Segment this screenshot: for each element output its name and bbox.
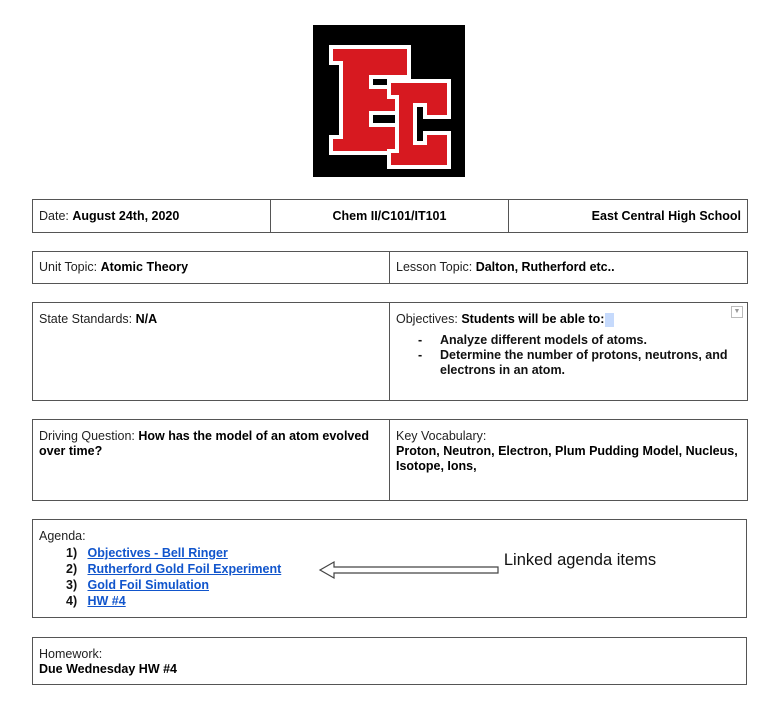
topics-table bbox=[32, 251, 748, 284]
homework-value: Due Wednesday HW #4 bbox=[39, 662, 178, 676]
agenda-item-number: 2) bbox=[66, 562, 78, 576]
vocabulary-value: Proton, Neutron, Electron, Plum Pudding Model, Nucleus, Isotope, Ions, bbox=[396, 444, 738, 473]
course-cell bbox=[271, 200, 509, 233]
lesson-topic-label: Lesson Topic: bbox=[396, 260, 476, 274]
unit-topic-value: Atomic Theory bbox=[100, 260, 189, 274]
agenda-link-rutherford[interactable]: Rutherford Gold Foil Experiment bbox=[87, 562, 282, 576]
date-cell bbox=[33, 200, 271, 233]
text-cursor-selection bbox=[605, 313, 614, 327]
homework-table bbox=[32, 637, 747, 685]
left-arrow-icon bbox=[318, 560, 500, 580]
standards-cell bbox=[33, 303, 390, 401]
unit-topic-cell bbox=[33, 252, 390, 284]
agenda-item-number: 4) bbox=[66, 594, 78, 608]
objectives-label: Objectives: bbox=[396, 312, 462, 326]
school-cell bbox=[509, 200, 748, 233]
objectives-intro: Students will be able to: bbox=[461, 312, 605, 326]
course-code: Chem II/C101/IT101 bbox=[332, 208, 447, 223]
agenda-label: Agenda: bbox=[39, 529, 86, 543]
annotation-note: Linked agenda items bbox=[503, 551, 657, 569]
agenda-item bbox=[66, 593, 740, 609]
agenda-link-objectives[interactable]: Objectives - Bell Ringer bbox=[87, 546, 228, 560]
agenda-item-number: 1) bbox=[66, 546, 78, 560]
school-name: East Central High School bbox=[591, 208, 741, 223]
school-logo bbox=[313, 25, 465, 177]
unit-topic-label: Unit Topic: bbox=[39, 260, 101, 274]
question-table bbox=[32, 419, 748, 501]
homework-cell bbox=[33, 638, 747, 685]
header-table bbox=[32, 199, 748, 233]
vocabulary-cell bbox=[390, 420, 748, 501]
standards-label: State Standards: bbox=[39, 312, 136, 326]
date-label: Date: bbox=[39, 208, 73, 223]
ec-logo-graphic bbox=[313, 25, 465, 177]
lesson-topic-value: Dalton, Rutherford etc.. bbox=[475, 260, 615, 274]
driving-question-cell bbox=[33, 420, 390, 501]
objectives-list bbox=[396, 333, 741, 378]
lesson-topic-cell bbox=[390, 252, 748, 284]
objective-item: - Determine the number of protons, neutrons, and electrons in an atom. bbox=[418, 348, 741, 378]
agenda-link-simulation[interactable]: Gold Foil Simulation bbox=[87, 578, 210, 592]
standards-table bbox=[32, 302, 748, 401]
chevron-down-icon[interactable]: ▼ bbox=[731, 306, 743, 318]
agenda-item-number: 3) bbox=[66, 578, 78, 592]
standards-value: N/A bbox=[135, 312, 158, 326]
objectives-cell bbox=[390, 303, 748, 401]
driving-question-value: How has the model of an atom evolved over time? bbox=[39, 429, 369, 458]
agenda-link-homework[interactable]: HW #4 bbox=[87, 594, 126, 608]
date-value: August 24th, 2020 bbox=[72, 208, 180, 223]
driving-question-label: Driving Question: bbox=[39, 429, 139, 443]
homework-label: Homework: bbox=[39, 647, 103, 661]
vocabulary-label: Key Vocabulary: bbox=[396, 429, 487, 443]
objective-item: - Analyze different models of atoms. bbox=[418, 333, 741, 348]
